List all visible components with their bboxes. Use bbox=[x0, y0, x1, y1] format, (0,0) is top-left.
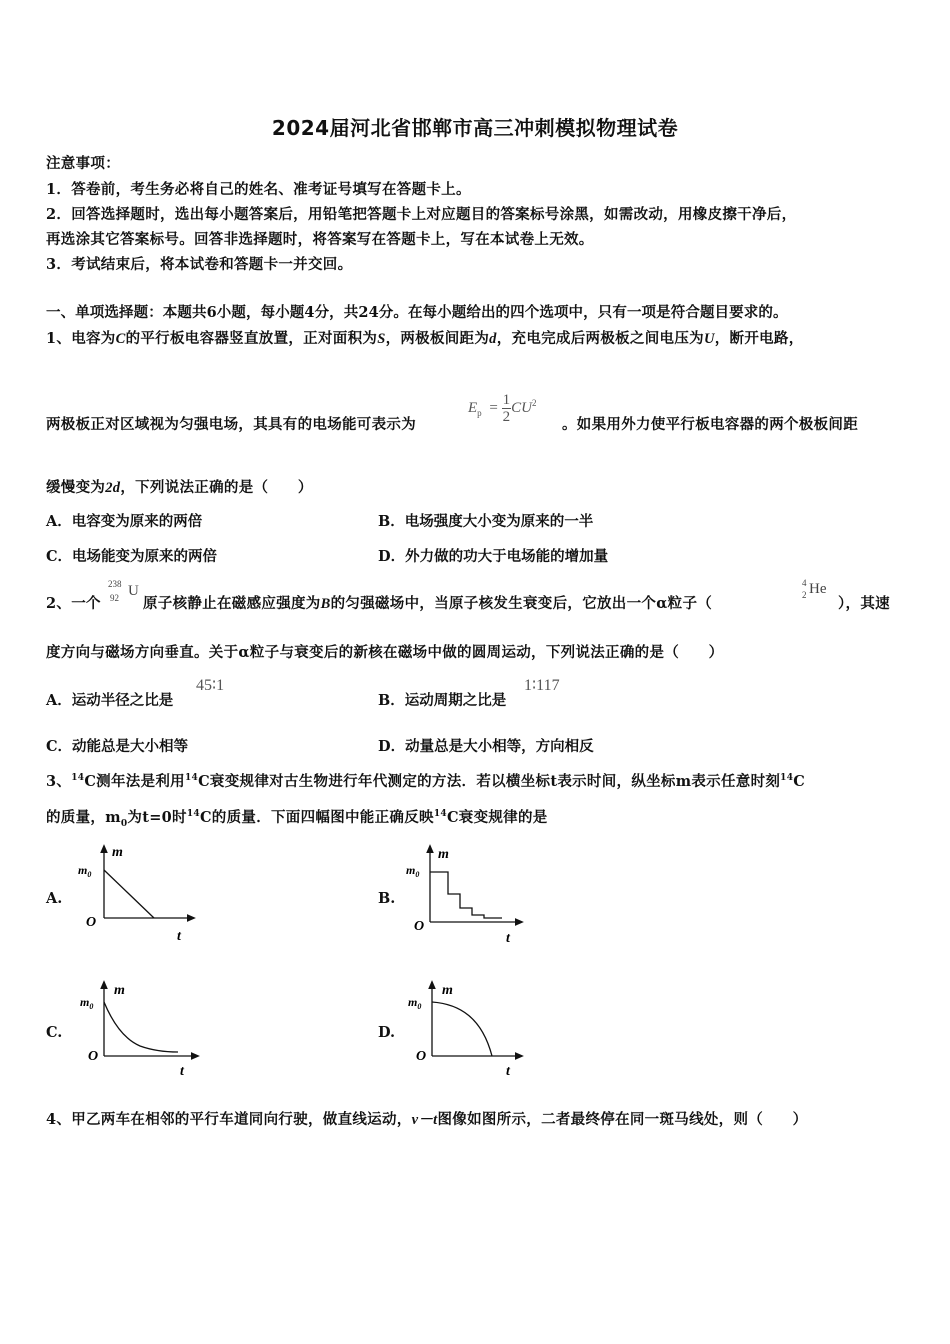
q2-option-d[interactable]: D．动量总是大小相等，方向相反 bbox=[378, 738, 594, 755]
graph-a-curve bbox=[104, 870, 154, 918]
graph-a-t-label: t bbox=[177, 929, 181, 944]
graph-a bbox=[74, 840, 204, 945]
graph-d-t-label: t bbox=[506, 1064, 510, 1079]
notice-item-1: 1．答卷前，考生务必将自己的姓名、准考证号填写在答题卡上。 bbox=[46, 181, 471, 198]
graph-a-origin: O bbox=[86, 915, 97, 930]
energy-formula: $E_p$ = $\frac{1}{2}$ $CU^2$ bbox=[468, 392, 537, 425]
q1-line3: 缓慢变为2d，下列说法正确的是（ ） bbox=[46, 479, 313, 496]
graph-b-m-label: m bbox=[438, 847, 449, 862]
q1-line1: 1、电容为C的平行板电容器竖直放置，正对面积为S，两极板间距为d，充电完成后两极板之间电压为U，断开电路， bbox=[46, 330, 804, 347]
graph-d-m-label: m bbox=[442, 983, 453, 998]
q2-option-c[interactable]: C．动能总是大小相等 bbox=[46, 738, 189, 755]
q3-option-d[interactable]: D. bbox=[378, 1024, 396, 1041]
helium-nuclide: 4 2 He bbox=[802, 578, 827, 600]
graph-d bbox=[406, 976, 536, 1081]
page-title: 2024届河北省邯郸市高三冲刺模拟物理试卷 bbox=[271, 116, 679, 140]
q1-option-b[interactable]: B．电场强度大小变为原来的一半 bbox=[378, 513, 594, 530]
graph-a-m-label: m bbox=[112, 845, 123, 860]
graph-b-t-label: t bbox=[506, 931, 510, 946]
section-heading: 一、单项选择题：本题共6小题，每小题4分，共24分。在每小题给出的四个选项中，只有一项是符合题目要求的。 bbox=[46, 304, 788, 321]
q1-line2-b: 。如果用外力使平行板电容器的两个极板间距 bbox=[562, 416, 858, 433]
graph-c-t-label: t bbox=[180, 1064, 184, 1079]
graph-c bbox=[78, 976, 208, 1081]
graph-b-origin: O bbox=[414, 919, 425, 934]
graph-c-m0-label: $m_0$ bbox=[80, 995, 94, 1011]
q2-option-b-ratio: 1∶117 bbox=[524, 677, 560, 694]
graph-b bbox=[404, 842, 534, 947]
notice-item-2: 2．回答选择题时，选出每小题答案后，用铅笔把答题卡上对应题目的答案标号涂黑，如需改动，用橡皮擦干净后， bbox=[46, 206, 797, 223]
q2-option-a[interactable]: A．运动半径之比是 bbox=[46, 692, 174, 709]
q2-line1-d: ），其速 bbox=[838, 595, 890, 612]
uranium-nuclide: 238 92 U bbox=[108, 579, 139, 603]
graph-d-origin: O bbox=[416, 1049, 427, 1064]
q3-option-a[interactable]: A. bbox=[46, 890, 63, 907]
q2-line1-a: 2、一个 bbox=[46, 595, 101, 612]
q3-line1: 3、$^{14}$C测年法是利用$^{14}$C衰变规律对古生物进行年代测定的方法．若以横坐标t表示时间，纵坐标m表示任意时刻$^{14}$C bbox=[46, 773, 806, 790]
q1-line2-a: 两极板正对区域视为匀强电场，其具有的电场能可表示为 bbox=[46, 416, 416, 433]
q4-line: 4、甲乙两车在相邻的平行车道同向行驶，做直线运动，v－t图像如图所示，二者最终停在同一斑马线处，则（ ） bbox=[46, 1111, 808, 1128]
graph-a-m0-label: $m_0$ bbox=[78, 863, 92, 879]
graph-b-m0-label: $m_0$ bbox=[406, 863, 420, 879]
q2-option-b[interactable]: B．运动周期之比是 bbox=[378, 692, 507, 709]
notice-heading: 注意事项： bbox=[46, 155, 120, 172]
q1-option-d[interactable]: D．外力做的功大于电场能的增加量 bbox=[378, 548, 609, 565]
graph-d-curve bbox=[432, 1002, 492, 1056]
q3-line2: 的质量，$m_0$为t=0时$^{14}$C的质量．下面四幅图中能正确反映$^{14}$C衰变规律的是 bbox=[46, 809, 548, 829]
q1-option-c[interactable]: C．电场能变为原来的两倍 bbox=[46, 548, 218, 565]
graph-c-m-label: m bbox=[114, 983, 125, 998]
q2-line1-b: 原子核静止在磁感应强度为B的匀强磁场中，当原子核发生衰变后，它放出一个α粒子（ bbox=[143, 595, 713, 612]
q2-line2: 度方向与磁场方向垂直。关于α粒子与衰变后的新核在磁场中做的圆周运动，下列说法正确的是（ ） bbox=[46, 644, 724, 661]
notice-item-3: 3．考试结束后，将本试卷和答题卡一并交回。 bbox=[46, 256, 353, 273]
q2-option-a-ratio: 45∶1 bbox=[196, 677, 225, 694]
graph-c-origin: O bbox=[88, 1049, 99, 1064]
notice-item-2-cont: 再选涂其它答案标号。回答非选择题时，将答案写在答题卡上，写在本试卷上无效。 bbox=[46, 231, 594, 248]
q3-option-b[interactable]: B. bbox=[378, 890, 396, 907]
q3-option-c[interactable]: C. bbox=[46, 1024, 63, 1041]
graph-c-curve bbox=[104, 1002, 178, 1052]
graph-b-curve bbox=[430, 872, 502, 918]
q1-option-a[interactable]: A．电容变为原来的两倍 bbox=[46, 513, 203, 530]
graph-d-m0-label: $m_0$ bbox=[408, 995, 422, 1011]
